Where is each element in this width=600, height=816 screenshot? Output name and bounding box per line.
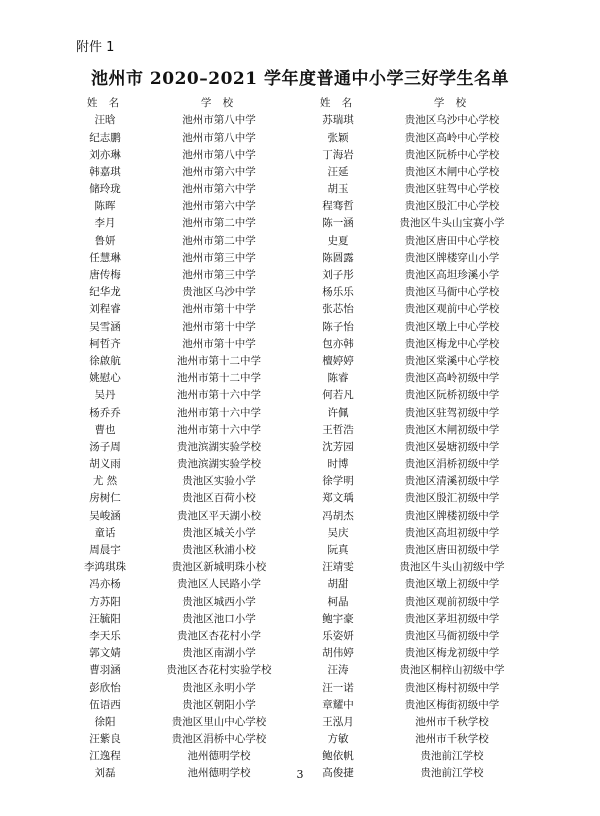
school-right: 贵池区清溪初级中学 (404, 475, 500, 488)
student-name-right: 汪靖雯 (322, 561, 354, 574)
school-right: 贵池区高坦珍溪小学 (404, 269, 500, 282)
student-name-right: 王泓月 (322, 715, 354, 728)
table-row (72, 696, 528, 713)
student-name-left: 汪晗 (94, 114, 116, 127)
student-name-left: 韩嘉琪 (89, 165, 121, 178)
student-name-right: 冯胡杰 (322, 509, 354, 522)
school-left: 池州市第八中学 (182, 131, 256, 144)
school-left: 池州市第十六中学 (177, 406, 261, 419)
school-left: 贵池滨湖实验学校 (177, 458, 261, 471)
student-name-right: 刘子彤 (322, 269, 354, 282)
school-right: 贵池区唐田中心学校 (404, 234, 500, 247)
school-left: 池州市第六中学 (182, 200, 256, 213)
student-name-right: 陈圆露 (322, 251, 354, 264)
student-name-left: 鲁妍 (94, 234, 116, 247)
student-name-left: 纪志鹏 (89, 131, 121, 144)
school-right: 贵池区马衙中心学校 (404, 286, 500, 299)
school-right: 贵池区墩上初级中学 (404, 578, 500, 591)
attachment-label: 附件 1 (76, 40, 115, 55)
student-name-right: 胡玉 (327, 183, 349, 196)
student-name-right: 陈一涵 (322, 217, 354, 230)
school-left: 贵池区南湖小学 (182, 647, 256, 660)
student-name-left: 纪华龙 (89, 286, 121, 299)
school-left: 池州市第十二中学 (177, 372, 261, 385)
school-right: 贵池区观前初级中学 (404, 595, 500, 608)
table-row (72, 387, 528, 404)
student-name-left: 徐阳 (94, 715, 116, 728)
student-name-left: 李月 (94, 217, 116, 230)
school-left: 贵池区杏花村小学 (177, 629, 261, 642)
table-row (72, 370, 528, 387)
student-name-left: 刘亦琳 (89, 148, 121, 161)
school-left: 贵池区永明小学 (182, 681, 256, 694)
school-left: 贵池区城关小学 (182, 526, 256, 539)
table-header-row (72, 94, 528, 112)
student-name-left: 汪毓阳 (89, 612, 121, 625)
document-title: 池州市 2020–2021 学年度普通中小学三好学生名单 (91, 69, 509, 89)
student-name-right: 徐学明 (322, 475, 354, 488)
school-left: 贵池滨湖实验学校 (177, 440, 261, 453)
school-right: 贵池区乌沙中心学校 (404, 114, 500, 127)
school-left: 池州德明学校 (187, 750, 251, 763)
page-number: 3 (296, 768, 304, 781)
student-name-right: 张颖 (327, 131, 349, 144)
table-row (72, 198, 528, 215)
table-row (72, 301, 528, 318)
student-name-left: 曹羽涵 (89, 664, 121, 677)
school-right: 贵池区殷汇初级中学 (404, 492, 500, 505)
student-name-right: 程骞哲 (322, 200, 354, 213)
school-right: 贵池区梅街初级中学 (404, 698, 500, 711)
school-left: 池州德明学校 (187, 767, 251, 780)
school-right: 贵池区阮桥初级中学 (404, 389, 500, 402)
student-name-left: 汤子周 (89, 440, 121, 453)
student-name-left: 冯亦杨 (89, 578, 121, 591)
student-name-left: 姚慰心 (89, 372, 121, 385)
student-name-left: 伍语西 (89, 698, 121, 711)
student-name-left: 任慧琳 (89, 251, 121, 264)
school-left: 贵池区秋浦小校 (182, 544, 256, 557)
school-left: 池州市第十中学 (182, 303, 256, 316)
school-right: 贵池区高岭初级中学 (404, 372, 500, 385)
student-name-right: 吴庆 (327, 526, 349, 539)
school-right: 贵池区涓桥初级中学 (404, 458, 500, 471)
table-row (72, 628, 528, 645)
table-row (72, 215, 528, 232)
school-right: 贵池区牛头山宝赛小学 (399, 217, 505, 230)
school-left: 池州市第八中学 (182, 148, 256, 161)
school-right: 池州市千秋学校 (415, 715, 489, 728)
student-name-right: 史夏 (327, 234, 349, 247)
student-name-right: 何若凡 (322, 389, 354, 402)
school-right: 贵池区牛头山初级中学 (399, 561, 505, 574)
student-name-left: 房树仁 (89, 492, 121, 505)
student-name-left: 吴雪涵 (89, 320, 121, 333)
school-right: 贵池区梅龙初级中学 (404, 647, 500, 660)
table-row (72, 542, 528, 559)
school-left: 贵池区朝阳小学 (182, 698, 256, 711)
student-name-left: 彭欣怡 (89, 681, 121, 694)
student-name-left: 李天乐 (89, 629, 121, 642)
student-name-right: 王哲浩 (322, 423, 354, 436)
student-name-right: 汪延 (327, 165, 349, 178)
header-school-right: 学 校 (433, 96, 471, 109)
school-left: 贵池区里山中心学校 (171, 715, 267, 728)
student-name-left: 汪紫良 (89, 733, 121, 746)
student-name-right: 包亦韩 (322, 337, 354, 350)
student-name-left: 唐传梅 (89, 269, 121, 282)
table-row (72, 129, 528, 146)
table-row (72, 559, 528, 576)
school-right: 池州市千秋学校 (415, 733, 489, 746)
table-row (72, 146, 528, 163)
student-name-left: 尤 然 (92, 475, 118, 488)
school-right: 贵池区木闸中心学校 (404, 165, 500, 178)
student-name-right: 鲍宇豪 (322, 612, 354, 625)
header-name-right: 姓 名 (319, 96, 357, 109)
school-left: 池州市第二中学 (182, 217, 256, 230)
school-left: 贵池区涓桥中心学校 (171, 733, 267, 746)
school-right: 贵池区棠溪中心学校 (404, 354, 500, 367)
student-name-left: 周晨宇 (89, 544, 121, 557)
school-left: 池州市第六中学 (182, 165, 256, 178)
school-left: 贵池区新城明珠小校 (171, 561, 267, 574)
table-row (72, 250, 528, 267)
school-right: 贵池区马衙初级中学 (404, 629, 500, 642)
table-row (72, 335, 528, 352)
student-name-right: 阮真 (327, 544, 349, 557)
header-name-left: 姓 名 (86, 96, 124, 109)
table-row (72, 507, 528, 524)
table-row (72, 232, 528, 249)
student-name-right: 张芯怡 (322, 303, 354, 316)
school-right: 贵池区观前中心学校 (404, 303, 500, 316)
school-right: 贵池区梅村初级中学 (404, 681, 500, 694)
student-name-left: 柯哲齐 (89, 337, 121, 350)
table-row (72, 439, 528, 456)
table-row (72, 421, 528, 438)
school-right: 贵池前江学校 (420, 767, 484, 780)
school-right: 贵池区驻驾初级中学 (404, 406, 500, 419)
school-right: 贵池区阮桥中心学校 (404, 148, 500, 161)
student-name-left: 郭文婧 (89, 647, 121, 660)
school-left: 池州市第三中学 (182, 269, 256, 282)
table-row (72, 181, 528, 198)
student-name-right: 胡伟婷 (322, 647, 354, 660)
table-row (72, 576, 528, 593)
table-row (72, 404, 528, 421)
student-name-right: 鲍依帆 (322, 750, 354, 763)
school-right: 贵池区墩上中心学校 (404, 320, 500, 333)
student-name-right: 苏瑞琪 (322, 114, 354, 127)
school-right: 贵池区茅坦初级中学 (404, 612, 500, 625)
student-name-right: 陈子怡 (322, 320, 354, 333)
school-right: 贵池区牌楼初级中学 (404, 509, 500, 522)
student-name-right: 许佩 (327, 406, 349, 419)
table-row (72, 645, 528, 662)
school-left: 贵池区实验小学 (182, 475, 256, 488)
table-row (72, 714, 528, 731)
student-name-right: 杨乐乐 (322, 286, 354, 299)
student-name-left: 江逸程 (89, 750, 121, 763)
student-roster-table (72, 94, 528, 782)
school-right: 贵池区高坦初级中学 (404, 526, 500, 539)
student-name-right: 沈芳园 (322, 440, 354, 453)
table-row (72, 353, 528, 370)
school-left: 贵池区人民路小学 (177, 578, 261, 591)
school-right: 贵池区唐田初级中学 (404, 544, 500, 557)
student-name-right: 柯晶 (327, 595, 349, 608)
school-left: 贵池区乌沙中学 (182, 286, 256, 299)
student-name-left: 储玲珑 (89, 183, 121, 196)
table-row (72, 490, 528, 507)
school-left: 贵池区城西小学 (182, 595, 256, 608)
table-row (72, 662, 528, 679)
school-left: 贵池区平天湖小校 (177, 509, 261, 522)
student-name-right: 章耀中 (322, 698, 354, 711)
school-left: 池州市第十中学 (182, 337, 256, 350)
table-body (72, 112, 528, 782)
student-name-right: 檀婷婷 (322, 354, 354, 367)
student-name-right: 陈睿 (327, 372, 349, 385)
table-row (72, 112, 528, 129)
table-row (72, 318, 528, 335)
table-row (72, 593, 528, 610)
student-name-left: 陈晖 (94, 200, 116, 213)
school-right: 贵池区桐梓山初级中学 (399, 664, 505, 677)
school-left: 池州市第八中学 (182, 114, 256, 127)
table-row (72, 164, 528, 181)
school-left: 池州市第十二中学 (177, 354, 261, 367)
student-name-left: 刘程睿 (89, 303, 121, 316)
student-name-left: 徐啟航 (89, 354, 121, 367)
student-name-left: 吴峻涵 (89, 509, 121, 522)
student-name-left: 曹也 (94, 423, 116, 436)
student-name-left: 方苏阳 (89, 595, 121, 608)
student-name-left: 胡义雨 (89, 458, 121, 471)
student-name-right: 汪涛 (327, 664, 349, 677)
student-name-left: 童话 (94, 526, 116, 539)
table-row (72, 731, 528, 748)
student-name-right: 丁海岩 (322, 148, 354, 161)
header-school-left: 学 校 (200, 96, 238, 109)
school-left: 贵池区杏花村实验学校 (166, 664, 272, 677)
school-left: 池州市第二中学 (182, 234, 256, 247)
student-name-right: 郑文瑀 (322, 492, 354, 505)
school-right: 贵池区驻驾中心学校 (404, 183, 500, 196)
student-name-right: 乐姿妍 (322, 629, 354, 642)
school-left: 池州市第六中学 (182, 183, 256, 196)
student-name-left: 吴丹 (94, 389, 116, 402)
school-right: 贵池区牌楼穿山小学 (404, 251, 500, 264)
school-left: 贵池区池口小学 (182, 612, 256, 625)
school-left: 贵池区百荷小校 (182, 492, 256, 505)
school-right: 贵池区木闸初级中学 (404, 423, 500, 436)
student-name-right: 时博 (327, 458, 349, 471)
student-name-right: 汪一诺 (322, 681, 354, 694)
table-row (72, 679, 528, 696)
student-name-left: 刘磊 (94, 767, 116, 780)
table-row (72, 456, 528, 473)
student-name-left: 李鸿琪珠 (84, 561, 126, 574)
school-left: 池州市第三中学 (182, 251, 256, 264)
school-right: 贵池区晏塘初级中学 (404, 440, 500, 453)
student-name-right: 方敏 (327, 733, 349, 746)
school-right: 贵池区殷汇中心学校 (404, 200, 500, 213)
table-row (72, 748, 528, 765)
table-row (72, 525, 528, 542)
table-row (72, 610, 528, 627)
school-left: 池州市第十六中学 (177, 423, 261, 436)
student-name-right: 高俊捷 (322, 767, 354, 780)
school-right: 贵池前江学校 (420, 750, 484, 763)
school-left: 池州市第十中学 (182, 320, 256, 333)
school-right: 贵池区梅龙中心学校 (404, 337, 500, 350)
student-name-left: 杨乔乔 (89, 406, 121, 419)
school-right: 贵池区高岭中心学校 (404, 131, 500, 144)
table-row (72, 473, 528, 490)
table-row (72, 284, 528, 301)
table-row (72, 267, 528, 284)
school-left: 池州市第十六中学 (177, 389, 261, 402)
student-name-right: 胡甜 (327, 578, 349, 591)
